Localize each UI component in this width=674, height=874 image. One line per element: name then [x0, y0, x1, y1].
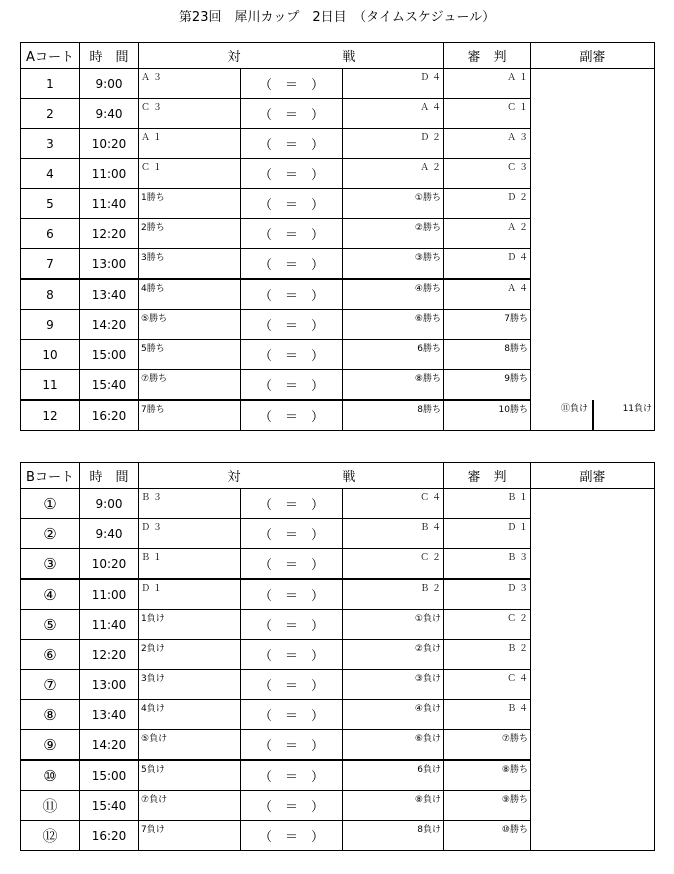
match-number: 8: [21, 279, 80, 310]
team-two: [343, 791, 444, 821]
team-one: [139, 279, 241, 310]
match-time: 15:40: [80, 791, 139, 821]
score-box: （ ＝ ）: [241, 69, 343, 99]
team-one: [139, 400, 241, 431]
sub-referee-blank: [531, 370, 655, 401]
a-court-schedule-table: [20, 42, 655, 431]
team-two: [343, 730, 444, 761]
match-number: 6: [21, 219, 80, 249]
team-one: [139, 69, 241, 99]
table-row: [21, 489, 655, 519]
team-two-text: 6負け: [417, 765, 441, 775]
match-time: 13:40: [80, 700, 139, 730]
team-one-text: Ａ ３: [141, 73, 162, 83]
referee: [444, 670, 531, 700]
sub-referee-blank: [531, 700, 655, 730]
team-two: [343, 640, 444, 670]
team-two: [343, 370, 444, 401]
match-time: 11:40: [80, 610, 139, 640]
team-one: [139, 489, 241, 519]
b-court-schedule-table: [20, 462, 655, 851]
referee: [444, 370, 531, 401]
table-row: [21, 821, 655, 851]
team-one: [139, 159, 241, 189]
team-one-text: 4勝ち: [141, 284, 165, 294]
match-number: 3: [21, 129, 80, 159]
sub-referee-blank: [531, 219, 655, 249]
score-box: （ ＝ ）: [241, 791, 343, 821]
team-two: [343, 760, 444, 791]
team-two: [343, 610, 444, 640]
score-box: （ ＝ ）: [241, 700, 343, 730]
team-two: [343, 519, 444, 549]
score-box: （ ＝ ）: [241, 249, 343, 280]
referee: [444, 219, 531, 249]
team-two-text: ④負け: [414, 704, 441, 714]
referee-text: Ｃ ２: [507, 614, 528, 624]
referee-text: Ｃ １: [507, 103, 528, 113]
referee-header: 審 判: [444, 43, 531, 69]
match-number: ⑦: [21, 670, 80, 700]
referee-text: 9勝ち: [504, 374, 528, 384]
team-two-text: ①負け: [414, 614, 441, 624]
table-row: [21, 791, 655, 821]
match-time: 13:00: [80, 670, 139, 700]
referee-text: Ｂ ４: [507, 704, 528, 714]
team-one-text: 3勝ち: [141, 253, 165, 263]
team-one-text: Ｄ １: [141, 584, 162, 594]
table-row: [21, 69, 655, 99]
score-box: （ ＝ ）: [241, 519, 343, 549]
time-header: 時 間: [80, 463, 139, 489]
team-two-text: ⑧負け: [414, 795, 441, 805]
sub-referee-blank: [531, 249, 655, 280]
match-time: 16:20: [80, 821, 139, 851]
match-time: 9:00: [80, 489, 139, 519]
sub-referee-blank: [531, 670, 655, 700]
score-box: （ ＝ ）: [241, 549, 343, 580]
referee: [444, 340, 531, 370]
score-box: （ ＝ ）: [241, 310, 343, 340]
match-number: ⑤: [21, 610, 80, 640]
team-one: [139, 821, 241, 851]
sub-referee-blank: [531, 189, 655, 219]
sub-referee-blank: [531, 610, 655, 640]
score-box: （ ＝ ）: [241, 340, 343, 370]
team-one: [139, 549, 241, 580]
sub-referee-blank: [531, 340, 655, 370]
match-header-mid: [241, 463, 343, 489]
team-one-text: Ｂ ３: [141, 493, 162, 503]
team-two-text: Ａ ２: [420, 163, 441, 173]
team-one: [139, 370, 241, 401]
score-box: （ ＝ ）: [241, 730, 343, 761]
sub-referee-blank: [531, 519, 655, 549]
team-one: [139, 99, 241, 129]
table-row: [21, 310, 655, 340]
referee-text: Ｄ ３: [507, 584, 528, 594]
match-number: ⑩: [21, 760, 80, 791]
referee: [444, 159, 531, 189]
referee-text: ⑦勝ち: [501, 734, 528, 744]
match-number: ①: [21, 489, 80, 519]
team-one: [139, 760, 241, 791]
team-one: [139, 219, 241, 249]
team-two: [343, 189, 444, 219]
time-header: 時 間: [80, 43, 139, 69]
referee-text: Ｄ ２: [507, 193, 528, 203]
match-time: 9:00: [80, 69, 139, 99]
team-two-text: ⑥勝ち: [414, 314, 441, 324]
team-two: [343, 489, 444, 519]
sub-referee-blank: [531, 489, 655, 519]
team-one-text: Ｂ １: [141, 553, 162, 563]
page-title: 第23回 犀川カップ 2日目 （タイムスケジュール）: [178, 10, 496, 25]
sub-referee-blank: [531, 69, 655, 99]
referee-text: Ａ ２: [507, 223, 528, 233]
team-two: [343, 700, 444, 730]
match-number: 10: [21, 340, 80, 370]
referee: [444, 549, 531, 580]
referee: [444, 760, 531, 791]
team-two-text: ①勝ち: [414, 193, 441, 203]
table-row: [21, 279, 655, 310]
table-row: [21, 370, 655, 401]
match-time: 15:40: [80, 370, 139, 401]
table-row: [21, 99, 655, 129]
match-time: 10:20: [80, 549, 139, 580]
match-time: 11:00: [80, 159, 139, 189]
sub-referee-blank: [531, 730, 655, 761]
referee: [444, 579, 531, 610]
team-one-text: Ｄ ３: [141, 523, 162, 533]
referee: [444, 69, 531, 99]
table-row: [21, 579, 655, 610]
sub-referee-one-text: ⑪負け: [561, 404, 589, 414]
table-header-row: [21, 463, 655, 489]
team-two: [343, 69, 444, 99]
team-two: [343, 821, 444, 851]
score-box: （ ＝ ）: [241, 821, 343, 851]
match-number: ⑨: [21, 730, 80, 761]
referee: [444, 821, 531, 851]
team-one-text: Ｃ ３: [141, 103, 162, 113]
match-time: 15:00: [80, 340, 139, 370]
score-box: （ ＝ ）: [241, 400, 343, 431]
referee-header: 審 判: [444, 463, 531, 489]
team-one: [139, 249, 241, 280]
referee: [444, 129, 531, 159]
referee: [444, 279, 531, 310]
score-box: （ ＝ ）: [241, 99, 343, 129]
match-number: ⑪: [21, 791, 80, 821]
table-row: [21, 400, 655, 431]
team-one-text: 1負け: [141, 614, 165, 624]
team-two-text: Ｂ ４: [420, 523, 441, 533]
team-one-text: 4負け: [141, 704, 165, 714]
match-time: 16:20: [80, 400, 139, 431]
score-box: （ ＝ ）: [241, 640, 343, 670]
table-header-row: [21, 43, 655, 69]
sub-referee-blank: [531, 279, 655, 310]
table-row: [21, 519, 655, 549]
referee: [444, 189, 531, 219]
table-row: [21, 340, 655, 370]
referee-text: Ｃ ３: [507, 163, 528, 173]
referee-text: Ｂ ３: [507, 553, 528, 563]
referee-text: Ｄ ４: [507, 253, 528, 263]
sub-referee-blank: [531, 791, 655, 821]
referee: [444, 310, 531, 340]
match-header-left: 対: [139, 43, 241, 69]
team-two: [343, 219, 444, 249]
team-one: [139, 189, 241, 219]
match-time: 13:00: [80, 249, 139, 280]
team-two: [343, 579, 444, 610]
referee-text: 8勝ち: [504, 344, 528, 354]
score-box: （ ＝ ）: [241, 279, 343, 310]
team-one-text: 5勝ち: [141, 344, 165, 354]
referee: [444, 400, 531, 431]
score-box: （ ＝ ）: [241, 370, 343, 401]
referee: [444, 610, 531, 640]
team-two-text: ⑥負け: [414, 734, 441, 744]
referee-text: ⑨勝ち: [501, 795, 528, 805]
team-two: [343, 279, 444, 310]
score-box: （ ＝ ）: [241, 670, 343, 700]
team-one-text: Ａ １: [141, 133, 162, 143]
referee-text: Ａ ３: [507, 133, 528, 143]
team-one-text: 2勝ち: [141, 223, 165, 233]
match-time: 9:40: [80, 99, 139, 129]
team-two-text: Ｃ ４: [420, 493, 441, 503]
sub-referee-one: [531, 400, 593, 431]
referee: [444, 249, 531, 280]
team-one: [139, 610, 241, 640]
table-row: [21, 670, 655, 700]
referee-text: Ａ ４: [507, 284, 528, 294]
table-row: [21, 549, 655, 580]
team-two-text: 6勝ち: [417, 344, 441, 354]
match-header-mid: [241, 43, 343, 69]
team-one-text: Ｃ １: [141, 163, 162, 173]
match-time: 14:20: [80, 310, 139, 340]
score-box: （ ＝ ）: [241, 159, 343, 189]
referee-text: ⑩勝ち: [501, 825, 528, 835]
team-two-text: ⑧勝ち: [414, 374, 441, 384]
team-two: [343, 129, 444, 159]
team-two-text: Ｂ ２: [420, 584, 441, 594]
match-number: ②: [21, 519, 80, 549]
match-number: 4: [21, 159, 80, 189]
court-header: Bコート: [21, 463, 80, 489]
sub-referee-blank: [531, 310, 655, 340]
table-row: [21, 159, 655, 189]
sub-referee-blank: [531, 640, 655, 670]
team-one: [139, 579, 241, 610]
score-box: （ ＝ ）: [241, 760, 343, 791]
sub-referee-blank: [531, 159, 655, 189]
team-two: [343, 549, 444, 580]
referee-text: Ｃ ４: [507, 674, 528, 684]
team-two: [343, 249, 444, 280]
sub-referee-header: 副審: [531, 43, 655, 69]
court-header: Aコート: [21, 43, 80, 69]
table-row: [21, 249, 655, 280]
referee: [444, 519, 531, 549]
table-row: [21, 760, 655, 791]
team-two-text: ②勝ち: [414, 223, 441, 233]
match-number: 9: [21, 310, 80, 340]
referee: [444, 489, 531, 519]
team-one-text: ⑤勝ち: [141, 314, 168, 324]
team-one-text: ⑦負け: [141, 795, 168, 805]
match-number: 12: [21, 400, 80, 431]
team-one-text: 7負け: [141, 825, 165, 835]
team-two: [343, 670, 444, 700]
team-one: [139, 791, 241, 821]
team-two-text: 8負け: [417, 825, 441, 835]
table-row: [21, 610, 655, 640]
match-time: 15:00: [80, 760, 139, 791]
team-two-text: Ｃ ２: [420, 553, 441, 563]
team-two-text: ③勝ち: [414, 253, 441, 263]
referee: [444, 700, 531, 730]
team-one-text: 7勝ち: [141, 405, 165, 415]
team-two: [343, 310, 444, 340]
sub-referee-blank: [531, 99, 655, 129]
match-time: 10:20: [80, 129, 139, 159]
team-one: [139, 730, 241, 761]
team-one: [139, 129, 241, 159]
referee-text: 10勝ち: [498, 405, 528, 415]
match-number: 2: [21, 99, 80, 129]
match-header-right: 戦: [343, 43, 444, 69]
referee: [444, 791, 531, 821]
score-box: （ ＝ ）: [241, 129, 343, 159]
referee-text: 7勝ち: [504, 314, 528, 324]
team-one-text: 2負け: [141, 644, 165, 654]
referee-text: ⑧勝ち: [501, 765, 528, 775]
match-number: 11: [21, 370, 80, 401]
team-two-text: ③負け: [414, 674, 441, 684]
sub-referee-blank: [531, 760, 655, 791]
match-number: ④: [21, 579, 80, 610]
match-time: 13:40: [80, 279, 139, 310]
team-two: [343, 340, 444, 370]
referee: [444, 730, 531, 761]
sub-referee-two-text: 11負け: [622, 404, 653, 414]
team-one: [139, 640, 241, 670]
referee-text: Ｂ ２: [507, 644, 528, 654]
score-box: （ ＝ ）: [241, 189, 343, 219]
match-time: 11:40: [80, 189, 139, 219]
match-header-right: 戦: [343, 463, 444, 489]
referee: [444, 99, 531, 129]
referee-text: Ｂ １: [507, 493, 528, 503]
match-number: 5: [21, 189, 80, 219]
table-row: [21, 219, 655, 249]
team-one-text: 5負け: [141, 765, 165, 775]
team-one: [139, 670, 241, 700]
team-one: [139, 519, 241, 549]
table-row: [21, 730, 655, 761]
team-two-text: ④勝ち: [414, 284, 441, 294]
team-one-text: ⑦勝ち: [141, 374, 168, 384]
score-box: （ ＝ ）: [241, 219, 343, 249]
sub-referee-header: 副審: [531, 463, 655, 489]
table-row: [21, 129, 655, 159]
score-box: （ ＝ ）: [241, 579, 343, 610]
team-two-text: Ａ ４: [420, 103, 441, 113]
table-row: [21, 189, 655, 219]
match-time: 12:20: [80, 219, 139, 249]
team-one-text: 1勝ち: [141, 193, 165, 203]
match-number: 7: [21, 249, 80, 280]
team-two-text: 8勝ち: [417, 405, 441, 415]
referee: [444, 640, 531, 670]
score-box: （ ＝ ）: [241, 489, 343, 519]
match-number: ⑫: [21, 821, 80, 851]
match-header-left: 対: [139, 463, 241, 489]
table-row: [21, 640, 655, 670]
team-one: [139, 310, 241, 340]
match-time: 9:40: [80, 519, 139, 549]
team-one: [139, 700, 241, 730]
sub-referee-two: [593, 400, 655, 431]
referee-text: Ｄ １: [507, 523, 528, 533]
team-two-text: Ｄ ４: [420, 73, 441, 83]
team-one-text: ⑤負け: [141, 734, 168, 744]
team-one: [139, 340, 241, 370]
team-two: [343, 159, 444, 189]
sub-referee-blank: [531, 129, 655, 159]
match-time: 12:20: [80, 640, 139, 670]
match-number: 1: [21, 69, 80, 99]
score-box: （ ＝ ）: [241, 610, 343, 640]
match-number: ⑥: [21, 640, 80, 670]
sub-referee-blank: [531, 821, 655, 851]
match-number: ③: [21, 549, 80, 580]
table-row: [21, 700, 655, 730]
sub-referee-blank: [531, 549, 655, 580]
match-time: 11:00: [80, 579, 139, 610]
match-time: 14:20: [80, 730, 139, 761]
match-number: ⑧: [21, 700, 80, 730]
team-two: [343, 99, 444, 129]
team-two-text: ②負け: [414, 644, 441, 654]
team-two: [343, 400, 444, 431]
team-two-text: Ｄ ２: [420, 133, 441, 143]
sub-referee-blank: [531, 579, 655, 610]
team-one-text: 3負け: [141, 674, 165, 684]
referee-text: Ａ １: [507, 73, 528, 83]
